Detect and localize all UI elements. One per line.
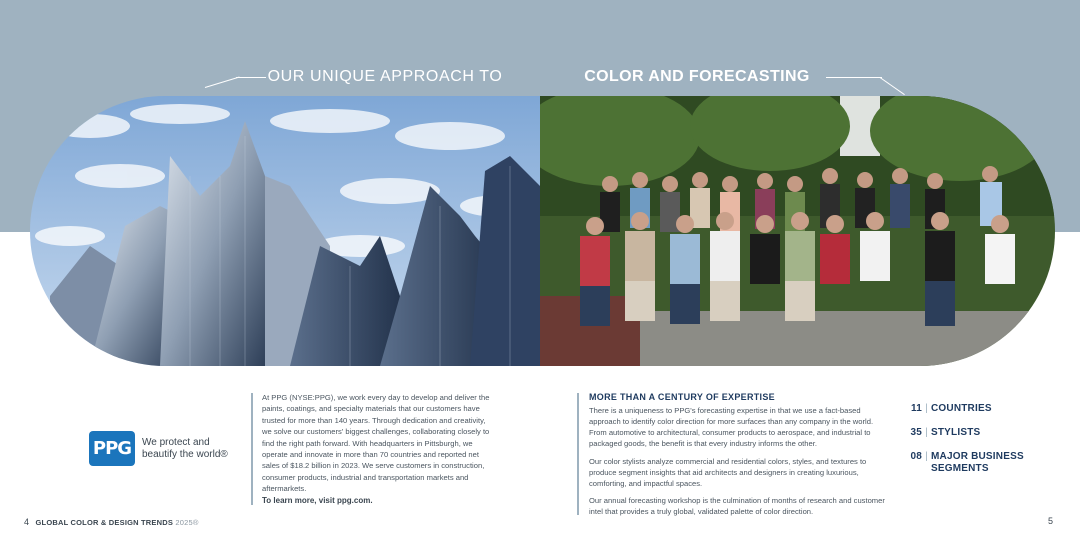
footer-left — [24, 517, 199, 527]
team-illustration — [540, 96, 1055, 366]
stat-separator: | — [925, 427, 928, 438]
expertise-paragraph-3: Our annual forecasting workshop is the culmination of months of research and customer intel that provides a truly global, validated palette of color direction. — [589, 496, 885, 516]
expertise-title: MORE THAN A CENTURY OF EXPERTISE — [589, 392, 775, 402]
header-title-right: COLOR AND FORECASTING — [584, 68, 810, 85]
building-photo — [30, 96, 540, 366]
stat-label: MAJOR BUSINESS SEGMENTS — [931, 451, 1024, 474]
expertise-divider — [577, 393, 579, 515]
header-title-left: OUR UNIQUE APPROACH TO — [267, 68, 503, 85]
stat-number: 11 — [911, 403, 922, 414]
ppg-logo — [89, 431, 135, 466]
stat-label: STYLISTS — [931, 427, 981, 438]
about-paragraph: At PPG (NYSE:PPG), we work every day to develop and deliver the paints, coatings, and specialty materials that our customers have trusted for more than 140 years. Through dedication and creativity, we solve our customers' biggest challenges, collaborating closely to find the right path forward. With headquarters in Pittsburgh, we operate and innovate in more than 70 countries and reported net sales of $18.2 billion in 2023. We serve customers in construction, consumer products, industrial and transportation markets and aftermarkets. — [262, 393, 490, 494]
team-photo — [540, 96, 1055, 366]
footer-brand: GLOBAL COLOR & DESIGN TRENDS — [35, 518, 174, 527]
building-illustration — [30, 96, 540, 366]
expertise-paragraph-1: There is a uniqueness to PPG's forecasting expertise in that we use a fact-based approach to identify color direction for more surfaces than any company in the world. From automotive to architectural, consumer products to aerospace, and industrial to packaged goods, the benefit is that every industry informs the other. — [589, 406, 874, 448]
ppg-logo-mark: PPG — [92, 438, 132, 459]
footer-year: 2025® — [175, 518, 199, 527]
stat-segments — [898, 451, 1048, 475]
stat-number: 08 — [910, 451, 922, 462]
learn-more-link[interactable]: To learn more, visit ppg.com. — [262, 496, 373, 505]
stat-countries — [898, 403, 1048, 415]
page-number-right: 5 — [1048, 516, 1054, 526]
stat-separator: | — [925, 451, 928, 462]
logo-tagline — [142, 437, 242, 461]
stat-separator: | — [925, 403, 928, 414]
about-divider — [251, 393, 253, 505]
tagline-line-1: We protect and — [142, 437, 210, 448]
expertise-paragraph-2: Our color stylists analyze commercial and residential colors, styles, and textures to produce segment insights that aid architects and designers in creating luxurious, comforting, and impactful spaces. — [589, 457, 867, 488]
stat-stylists — [898, 427, 1048, 439]
header-rule-right — [826, 77, 882, 78]
page-number-left: 4 — [24, 517, 30, 527]
stat-label: COUNTRIES — [931, 403, 992, 414]
tagline-line-2: beautify the world® — [142, 449, 228, 460]
stat-number: 35 — [910, 427, 922, 438]
